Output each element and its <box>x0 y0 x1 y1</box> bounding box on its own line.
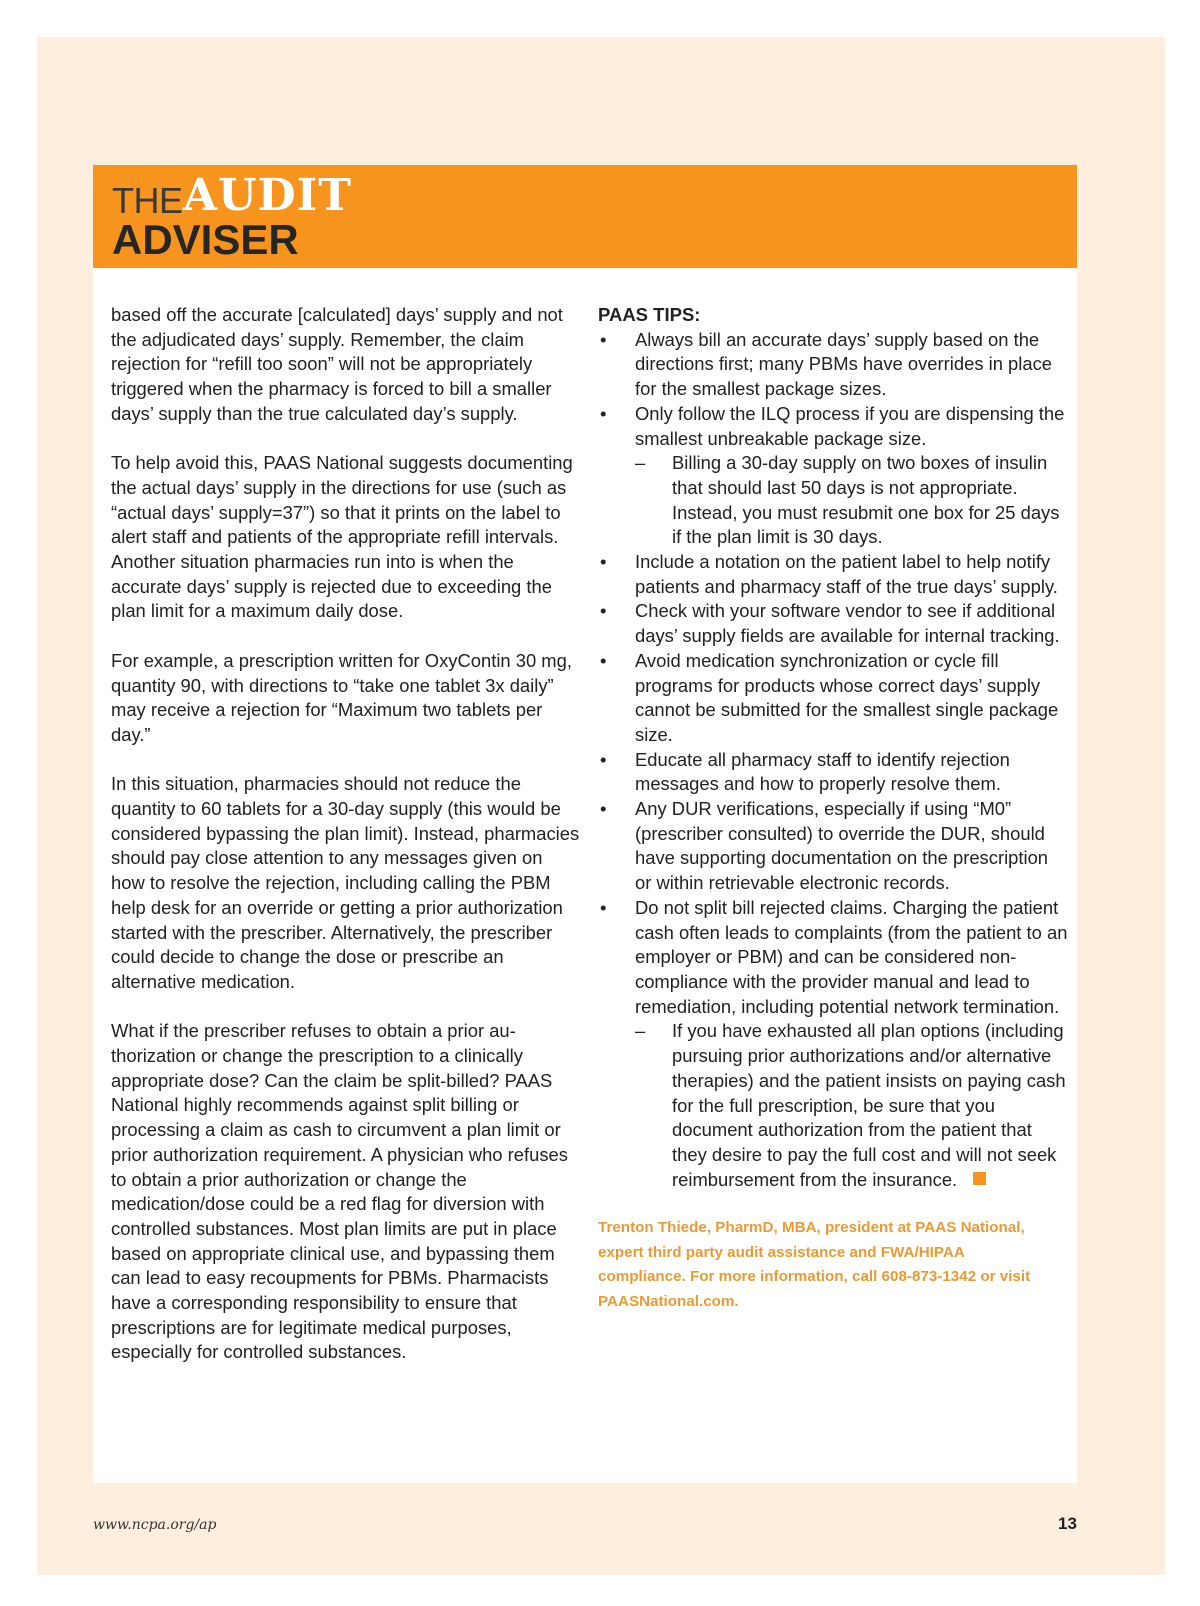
sub-tip-item <box>635 1019 1068 1192</box>
tip-item <box>598 402 1068 550</box>
bullet-icon: • <box>600 551 607 573</box>
tip-item <box>598 649 1068 748</box>
body-paragraph: based off the accurate [calculated] days’ supply and not the adjudicated days’ supply. Remember, the claim rejection for “refill too soon” will not be appropriately triggered when the pharmacy is forced to bill a smaller days’ supply than the true calculated day’s supply. <box>111 304 563 424</box>
tip-text: Educate all pharmacy staff to identify rejection messages and how to properly resolve them. <box>635 748 1010 795</box>
tip-item <box>598 550 1068 599</box>
tip-item <box>598 748 1068 797</box>
tips-list <box>598 328 1068 1193</box>
tip-item <box>598 328 1068 402</box>
dash-icon: – <box>635 452 646 474</box>
tip-text: Only follow the ILQ process if you are dispensing the smallest unbreakable package size. <box>635 402 1065 449</box>
banner-title-the: THE <box>112 180 183 221</box>
body-paragraph: For example, a prescription written for OxyContin 30 mg, quantity 90, with directions to “take one tablet 3x daily” may receive a rejection for “Maximum two tablets per day.” <box>111 649 572 745</box>
tips-heading: PAAS TIPS: <box>598 304 701 325</box>
tip-item <box>598 896 1068 1192</box>
banner-title-audit: AUDIT <box>183 170 352 221</box>
tip-text: Always bill an accurate days’ supply based on the directions first; many PBMs have overrides in place for the smallest package sizes. <box>635 328 1053 400</box>
author-credit: Trenton Thiede, PharmD, MBA, president at PAAS National, expert third party audit assistance and FWA/HIPAA compliance. For more information, call 608-873-1342 or visit PAASNational.com. <box>598 1219 1031 1310</box>
sub-tip-item <box>635 451 1068 550</box>
bullet-icon: • <box>600 402 607 424</box>
tip-text: Check with your software vendor to see if additional days’ supply fields are available for internal tracking. <box>635 600 1060 647</box>
bullet-icon: • <box>600 896 607 918</box>
tip-sublist <box>635 1019 1068 1192</box>
tip-item <box>598 797 1068 896</box>
bullet-icon: • <box>600 748 607 770</box>
left-column <box>111 303 581 1390</box>
bullet-icon: • <box>600 798 607 820</box>
body-paragraph: To help avoid this, PAAS National suggests documenting the actual days’ supply in the directions for use (such as “actual days’ supply=37”) so that it prints on the label to alert staff and patients of the appropriate refill intervals. Another situation pharmacies run into is when the accurate days’ supply is rejected due to exceeding the plan limit for a maximum daily dose. <box>111 452 573 622</box>
tip-text: Avoid medication synchronization or cycle fill programs for products whose correct days’ supply cannot be submitted for the smallest single package size. <box>635 649 1059 745</box>
banner-title-adviser: ADVISER <box>112 216 299 263</box>
dash-icon: – <box>635 1020 646 1042</box>
right-column <box>598 303 1068 1314</box>
tip-text: Any DUR verifications, especially if using “M0” (prescriber consulted) to override the DUR, should have supporting documentation on the prescription or within retrievable electronic records. <box>635 798 1049 894</box>
sub-tip-text: Billing a 30-day supply on two boxes of insulin that should last 50 days is not appropriate. Instead, you must resubmit one box for 25 days if the plan limit is 30 days. <box>672 452 1060 548</box>
body-paragraph: What if the prescriber refuses to obtain a prior authorization or change the prescription to a clinically appropriate dose? Can the claim be split-billed? PAAS National highly recommends against split billing or processing a claim as cash to circumvent a plan limit or prior authorization requirement. A physician who refuses to obtain a prior authorization or change the medication/dose could be a red flag for diversion with controlled substances. Most plan limits are put in place based on appropriate clinical use, and bypassing them can lead to easy recoupments for PBMs. Pharmacists have a corresponding responsibility to ensure that prescriptions are for legitimate medical purposes, especially for controlled substances. <box>111 1020 568 1363</box>
tip-text: Do not split bill rejected claims. Charging the patient cash often leads to complaints (from the patient to an employer or PBM) and can be considered non-compliance with the provider manual and lead to remediation, including potential network termination. <box>635 896 1068 1017</box>
footer-url: www.ncpa.org/ap <box>93 1517 217 1533</box>
tip-text: Include a notation on the patient label to help notify patients and pharmacy staff of the true days’ supply. <box>635 551 1058 597</box>
page-number: 13 <box>1058 1514 1077 1533</box>
sub-tip-text: If you have exhausted all plan options (including pursuing prior authorizations and/or alternative therapies) and the patient insists on paying cash for the full prescription, be sure that you document authorization from the patient that they desire to pay the full cost and will not seek reimbursement from the insurance. <box>672 1020 1066 1190</box>
tip-sublist <box>635 451 1068 550</box>
body-paragraph: In this situation, pharmacies should not reduce the quantity to 60 tablets for a 30-day supply (this would be considered bypassing the plan limit). Instead, pharmacies should pay close attention to any messages given on how to resolve the rejection, including calling the PBM help desk for an override or getting a prior authorization started with the prescriber. Alternatively, the prescriber could decide to change the dose or prescribe an alternative medication. <box>111 773 580 992</box>
bullet-icon: • <box>600 328 607 350</box>
bullet-icon: • <box>600 600 607 622</box>
bullet-icon: • <box>600 649 607 671</box>
end-of-article-square-icon <box>973 1172 986 1185</box>
tip-item <box>598 599 1068 648</box>
